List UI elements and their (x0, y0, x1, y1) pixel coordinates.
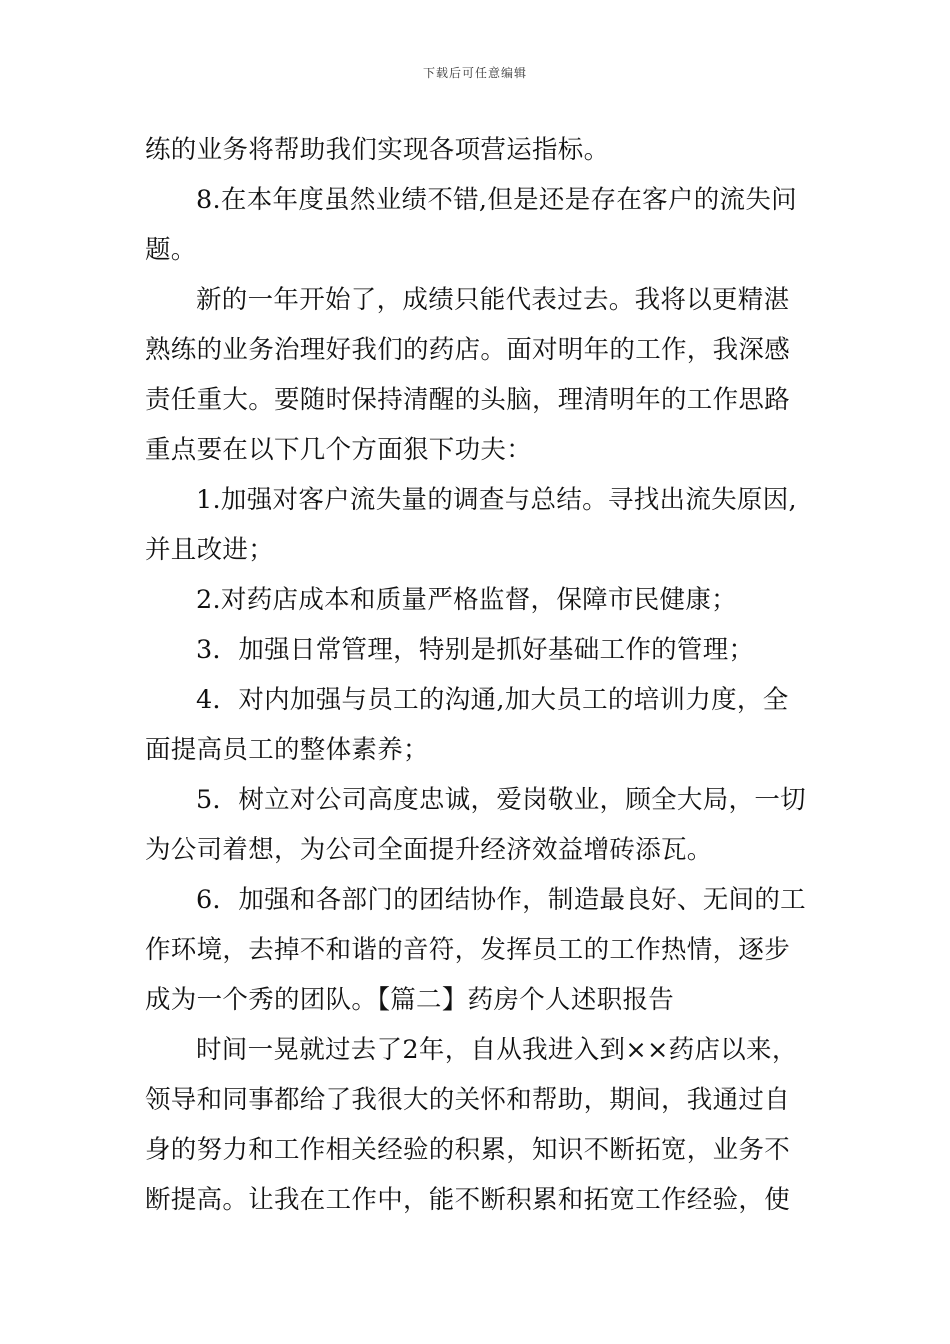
text-line: 并且改进； (145, 535, 275, 565)
text-line: 身的努力和工作相关经验的积累，知识不断拓宽，业务不 (145, 1135, 791, 1165)
text-line: 领导和同事都给了我很大的关怀和帮助，期间，我通过自 (145, 1085, 791, 1115)
text-line: 新的一年开始了，成绩只能代表过去。我将以更精湛 (196, 285, 790, 315)
text-line: 熟练的业务治理好我们的药店。面对明年的工作，我深感 (145, 335, 791, 365)
text-line: 断提高。让我在工作中，能不断积累和拓宽工作经验，使 (145, 1185, 791, 1215)
text-line: 1.加强对客户流失量的调查与总结。寻找出流失原因, (196, 485, 797, 515)
text-line: 面提高员工的整体素养； (145, 735, 429, 765)
text-line: 5．树立对公司高度忠诚，爱岗敬业，顾全大局，一切 (196, 785, 806, 815)
text-line: 4．对内加强与员工的沟通,加大员工的培训力度，全 (196, 685, 789, 715)
text-line: 责任重大。要随时保持清醒的头脑，理清明年的工作思路 (145, 385, 791, 415)
text-line: 成为一个秀的团队。【篇二】药房个人述职报告 (145, 985, 675, 1015)
text-line: 重点要在以下几个方面狠下功夫： (145, 435, 533, 465)
page-header-note: 下载后可任意编辑 (422, 66, 527, 80)
text-line: 8.在本年度虽然业绩不错,但是还是存在客户的流失问 (196, 185, 797, 215)
text-line: 6．加强和各部门的团结协作，制造最良好、无间的工 (196, 885, 806, 915)
text-line: 2.对药店成本和质量严格监督，保障市民健康； (196, 585, 737, 615)
document-body (145, 125, 810, 1225)
text-line: 题。 (145, 235, 197, 265)
text-line: 练的业务将帮助我们实现各项营运指标。 (145, 135, 610, 165)
text-line: 为公司着想，为公司全面提升经济效益增砖添瓦。 (145, 835, 713, 865)
text-line: 时间一晃就过去了2年，自从我进入到××药店以来， (196, 1035, 798, 1065)
text-line: 作环境，去掉不和谐的音符，发挥员工的工作热情，逐步 (145, 935, 791, 965)
text-line: 3．加强日常管理，特别是抓好基础工作的管理； (196, 635, 755, 665)
